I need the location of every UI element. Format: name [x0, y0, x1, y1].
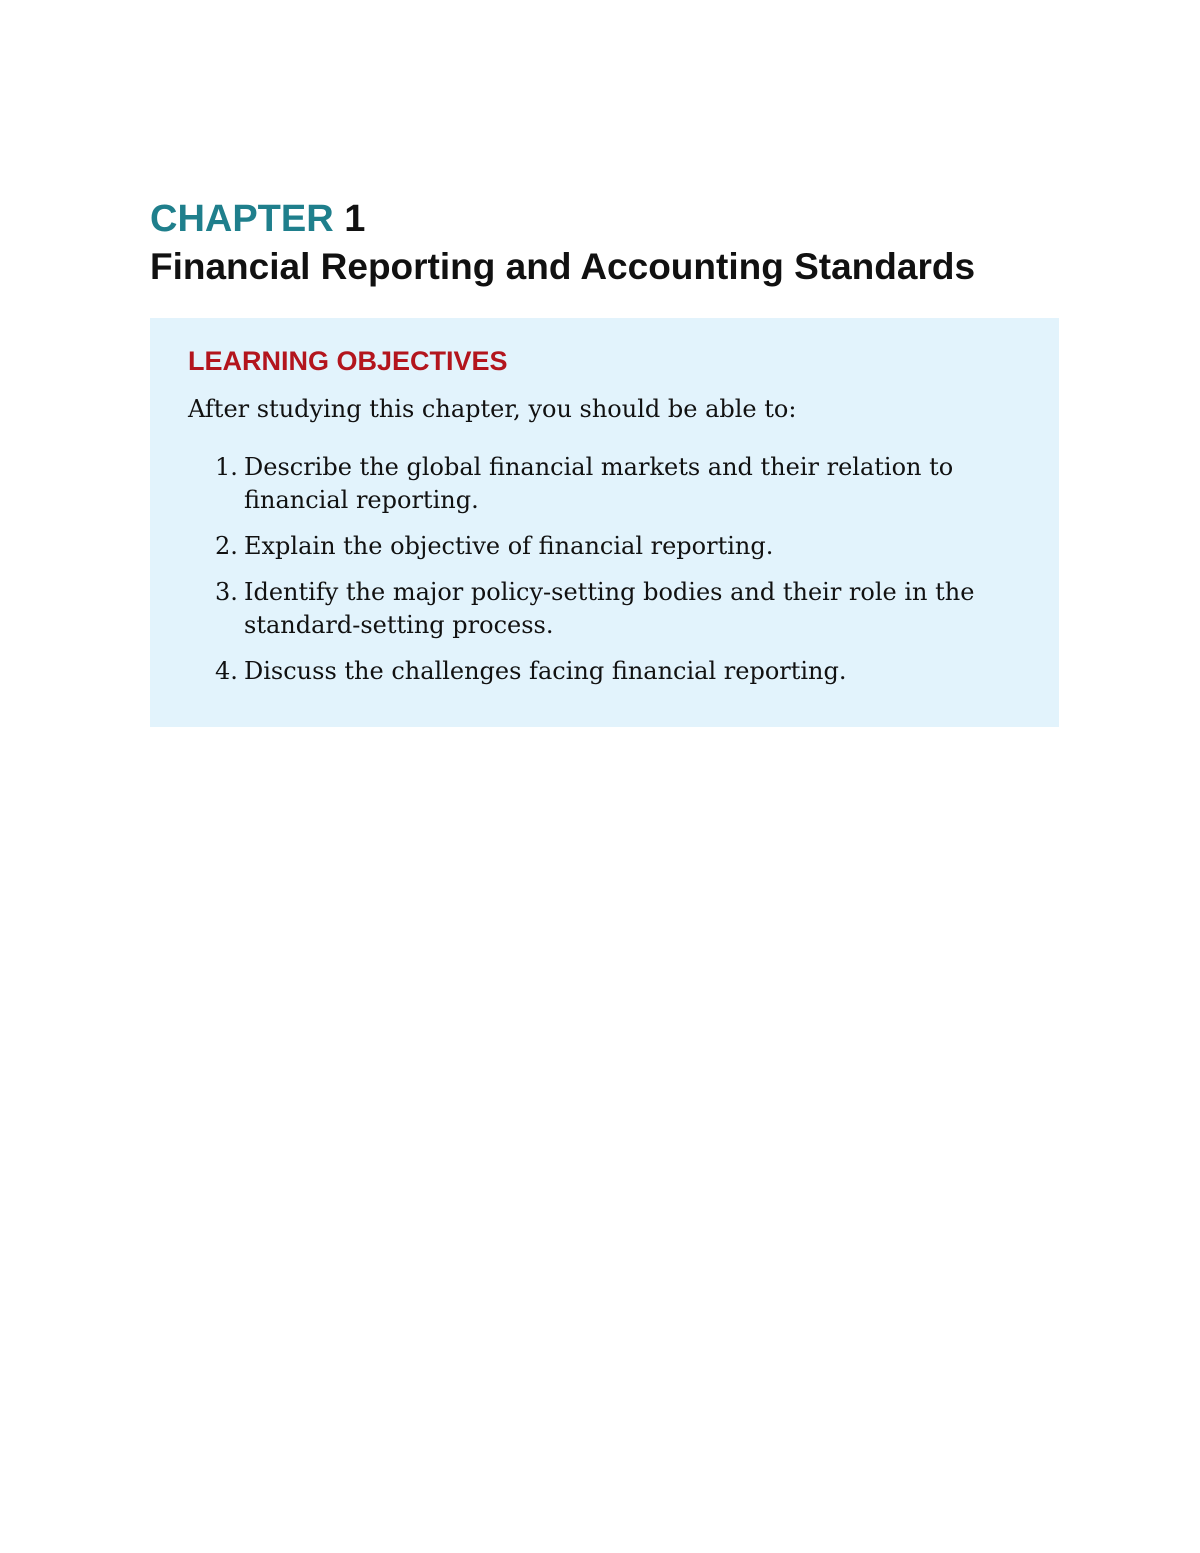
learning-objective-text: Describe the global financial markets and their relation to financial reporting.	[244, 453, 954, 514]
learning-objective-number: 2.	[215, 532, 238, 560]
learning-objective-item	[188, 655, 1021, 688]
chapter-heading	[150, 196, 1060, 292]
learning-objective-item	[188, 576, 1021, 642]
learning-objective-item	[188, 451, 1021, 517]
learning-objectives-intro: After studying this chapter, you should be able to:	[188, 395, 797, 423]
learning-objective-text: Identify the major policy-setting bodies and their role in the standard-setting process.	[244, 578, 975, 639]
learning-objective-number: 3.	[215, 578, 238, 606]
learning-objectives-heading: LEARNING OBJECTIVES	[188, 346, 508, 376]
chapter-label: CHAPTER	[150, 198, 334, 240]
learning-objectives-box	[150, 318, 1059, 727]
chapter-title: Financial Reporting and Accounting Standards	[150, 246, 976, 287]
learning-objective-text: Explain the objective of financial reporting.	[244, 532, 774, 560]
learning-objective-number: 1.	[215, 453, 238, 481]
learning-objective-number: 4.	[215, 657, 238, 685]
learning-objectives-list	[188, 451, 1021, 688]
chapter-label-line	[150, 196, 1060, 242]
chapter-number: 1	[344, 198, 366, 240]
learning-objective-item	[188, 530, 1021, 563]
learning-objective-text: Discuss the challenges facing financial reporting.	[244, 657, 847, 685]
